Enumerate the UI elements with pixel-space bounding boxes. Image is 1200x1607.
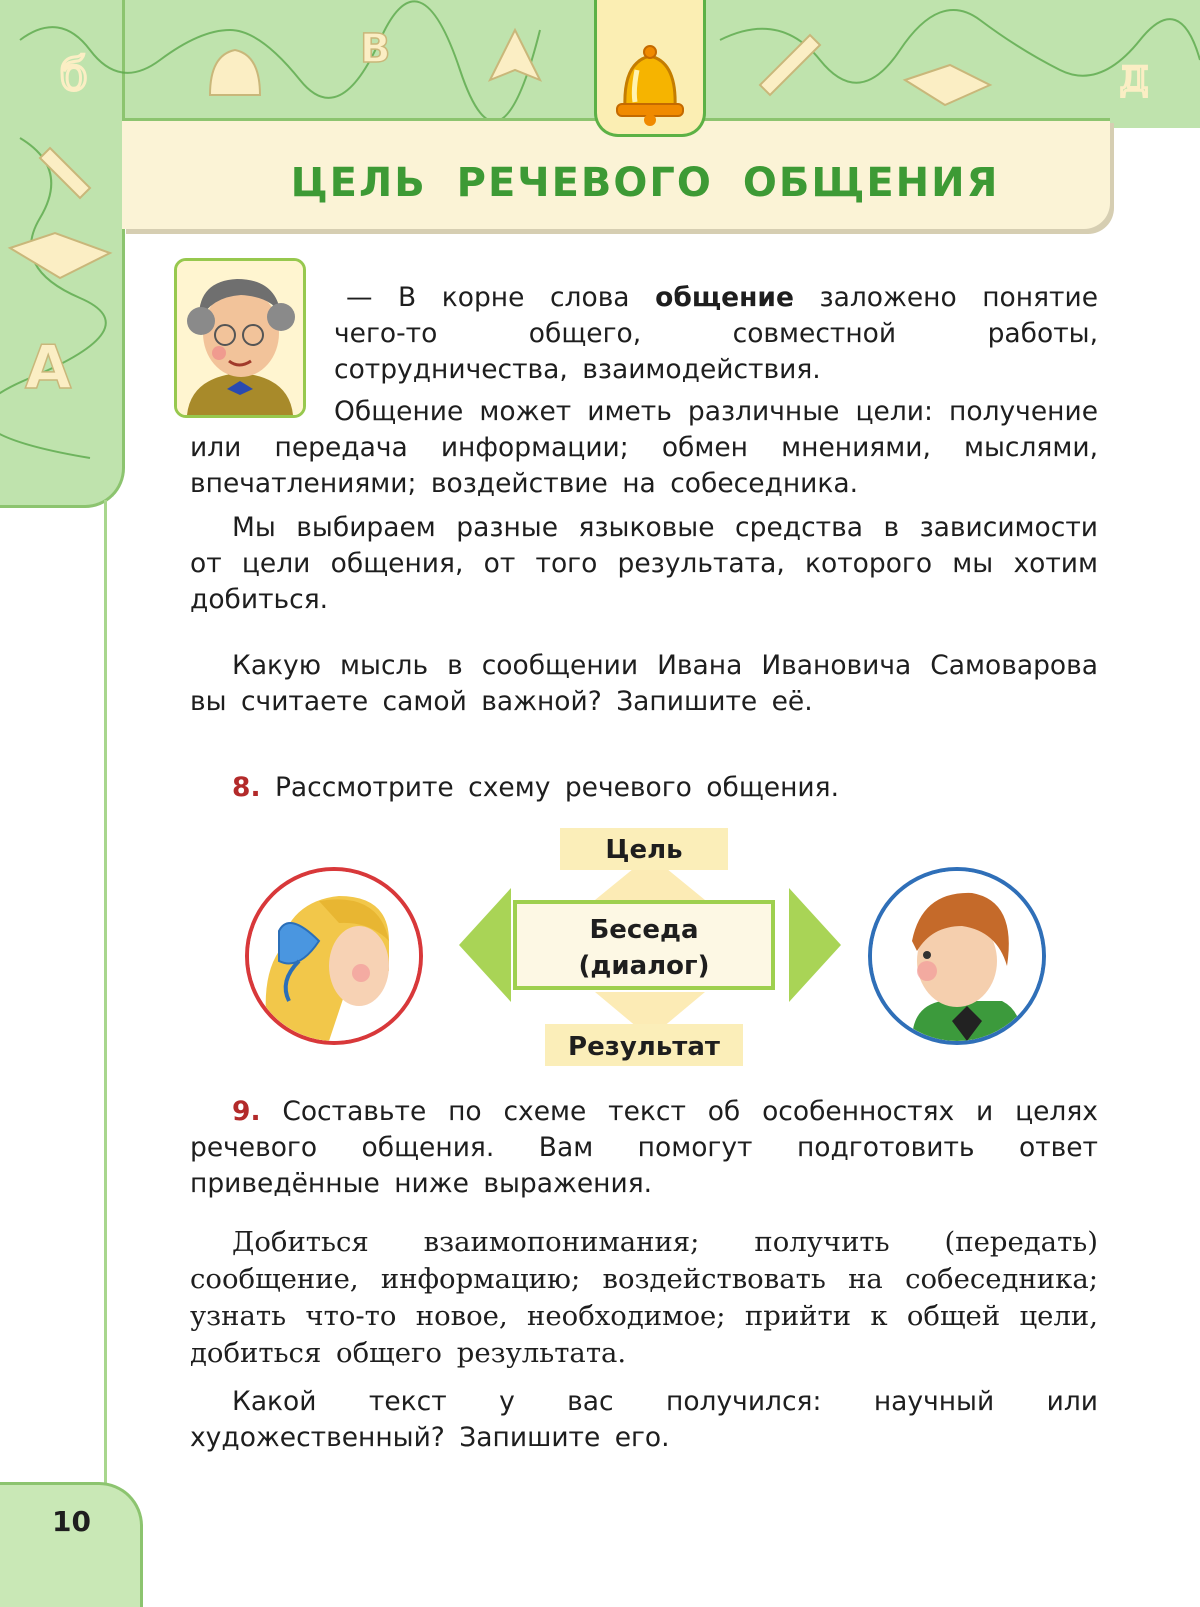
intro-paragraph-2 bbox=[190, 394, 1098, 502]
task-9-text: Составьте по схеме текст об особенностях и целях речевого общения. Вам помогут подготовить ответ приведённые ниже выражения. bbox=[190, 1096, 1098, 1199]
girl-icon bbox=[249, 871, 419, 1041]
girl-portrait bbox=[245, 867, 423, 1045]
left-arrow-icon bbox=[459, 888, 511, 1002]
scheme-center-box bbox=[513, 900, 775, 990]
boy-portrait bbox=[868, 867, 1046, 1045]
svg-text:б: б bbox=[60, 47, 88, 101]
svg-text:А: А bbox=[25, 333, 72, 403]
bell-tab bbox=[594, 0, 706, 137]
boy-icon bbox=[872, 871, 1042, 1041]
expressions-paragraph bbox=[190, 1224, 1098, 1372]
intro-paragraph-1 bbox=[334, 280, 1098, 388]
task-8-text: Рассмотрите схему речевого общения. bbox=[274, 772, 840, 803]
right-arrow-icon bbox=[789, 888, 841, 1002]
question-paragraph bbox=[190, 648, 1098, 720]
teacher-portrait-icon bbox=[177, 261, 303, 415]
scheme-center-line-1: Беседа bbox=[589, 915, 699, 945]
intro-paragraph-3-text: Мы выбираем разные языковые средства в зависимости от цели общения, от того результата, которого мы хотим добиться. bbox=[190, 512, 1098, 615]
question-text: Какую мысль в сообщении Ивана Ивановича Самоварова вы считаете самой важной? Запишите её. bbox=[190, 650, 1098, 717]
page-number: 10 bbox=[52, 1505, 91, 1538]
svg-text:В: В bbox=[360, 26, 391, 72]
page-number-tab bbox=[0, 1482, 143, 1607]
left-margin-line bbox=[104, 500, 107, 1485]
intro-bold-word: общение bbox=[655, 282, 794, 313]
intro-paragraph-2-text: Общение может иметь различные цели: получение или передача информации; обмен мнениями, мыслями, впечатлениями; воздействие на собеседника. bbox=[190, 396, 1098, 499]
expressions-text: Добиться взаимопонимания; получить (передать) сообщение, информацию; воздействовать на собеседника; узнать что-то новое, необходимое; прийти к общей цели, добиться общего результата. bbox=[190, 1226, 1098, 1369]
page-title: ЦЕЛЬ РЕЧЕВОГО ОБЩЕНИЯ bbox=[290, 160, 1000, 206]
svg-text:д: д bbox=[1120, 47, 1149, 101]
task-8 bbox=[232, 770, 1098, 806]
intro-rest-text: заложено понятие чего-то общего, совместной работы, сотрудничества, взаимодействия. bbox=[334, 282, 1098, 385]
task-9 bbox=[190, 1094, 1098, 1202]
bell-icon bbox=[597, 0, 703, 130]
final-question-paragraph bbox=[190, 1384, 1098, 1456]
scheme-center-line-2: (диалог) bbox=[578, 951, 710, 981]
intro-dash-text: — В корне слова bbox=[346, 282, 630, 313]
intro-paragraph-3 bbox=[190, 510, 1098, 618]
task-8-number: 8. bbox=[232, 772, 261, 803]
task-9-number: 9. bbox=[232, 1096, 261, 1127]
scheme-result-box: Результат bbox=[545, 1024, 743, 1066]
final-question-text: Какой текст у вас получился: научный или художественный? Запишите его. bbox=[190, 1386, 1098, 1453]
scheme-goal-box: Цель bbox=[560, 828, 728, 870]
